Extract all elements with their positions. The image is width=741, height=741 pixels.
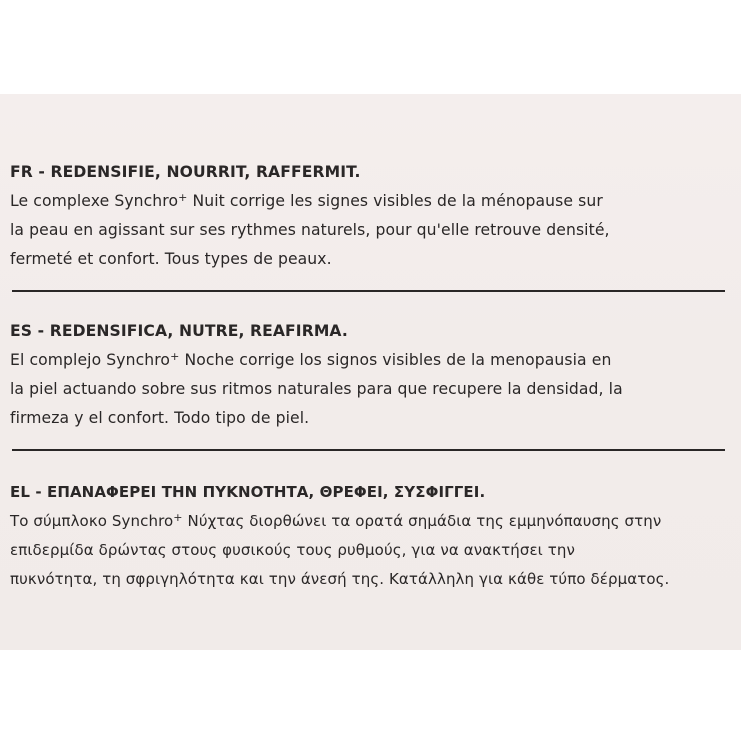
body-text: Noche corrige los signos visibles de la menopausia en: [179, 351, 612, 369]
body-line: la peau en agissant sur ses rythmes naturels, pour qu'elle retrouve densité,: [10, 221, 610, 239]
body-text: Nuit corrige les signes visibles de la ménopause sur: [187, 192, 603, 210]
section-heading: EL - ΕΠΑΝΑΦΕΡΕΙ ΤΗΝ ΠΥΚΝΟΤΗΤΑ, ΘΡΕΦΕΙ, ΣΥΣΦΙΓΓΕΙ.: [10, 483, 486, 501]
body-text: Le complexe Synchro: [10, 192, 179, 210]
body-line: [10, 346, 730, 375]
body-line: [10, 507, 730, 536]
superscript-plus: +: [170, 350, 180, 363]
body-line: επιδερμίδα δρώντας στους φυσικούς τους ρυθμούς, για να ανακτήσει την: [10, 541, 575, 559]
body-line: [10, 187, 730, 216]
superscript-plus: +: [173, 511, 183, 524]
body-text: Το σύμπλοκο Synchro: [10, 512, 174, 530]
body-text: Νύχτας διορθώνει τα ορατά σημάδια της εμμηνόπαυσης στην: [182, 512, 662, 530]
body-line: la piel actuando sobre sus ritmos naturales para que recupere la densidad, la: [10, 380, 623, 398]
section-heading: ES - REDENSIFICA, NUTRE, REAFIRMA.: [10, 322, 348, 340]
body-line: πυκνότητα, τη σφριγηλότητα και την άνεσή της. Κατάλληλη για κάθε τύπο δέρματος.: [10, 570, 670, 588]
divider-line: [12, 449, 725, 451]
section-heading: FR - REDENSIFIE, NOURRIT, RAFFERMIT.: [10, 163, 361, 181]
section-el: [10, 478, 730, 594]
body-line: fermeté et confort. Tous types de peaux.: [10, 250, 332, 268]
body-line: firmeza y el confort. Todo tipo de piel.: [10, 409, 310, 427]
section-fr: [10, 158, 730, 274]
section-es: [10, 317, 730, 433]
superscript-plus: +: [178, 191, 188, 204]
body-text: El complejo Synchro: [10, 351, 171, 369]
divider-line: [12, 290, 725, 292]
